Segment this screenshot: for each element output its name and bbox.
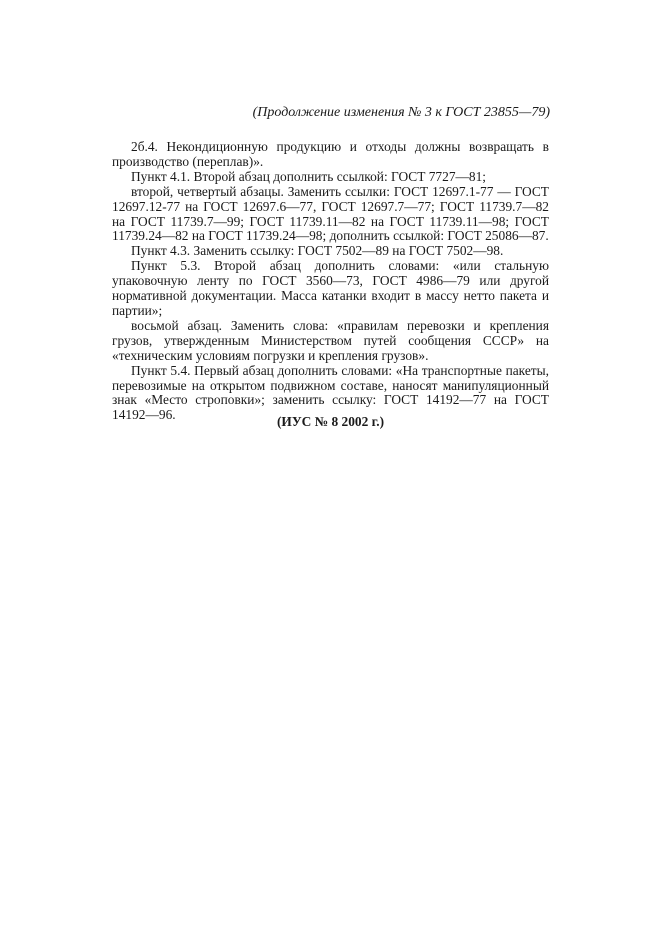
publication-source: (ИУС № 8 2002 г.) [276,414,385,429]
paragraph-clause-4-1-refs: второй, четвертый абзацы. Заменить ссылки: ГОСТ 12697.1-77 — ГОСТ 12697.12-77 на ГОСТ 12697.6—77, ГОСТ 12697.7—77; ГОСТ 11739.7—82 на ГОСТ 11739.7—99; ГОСТ 11739.11—82 на ГОСТ 11739.11—98; ГОСТ 11739.24—82 на ГОСТ 11739.24—98; дополнить ссылкой: ГОСТ 25086—87. [112,183,549,244]
amendment-header: (Продолжение изменения № 3 к ГОСТ 23855—79) [252,105,550,120]
paragraph-clause-5-3: Пункт 5.3. Второй абзац дополнить словами: «или стальную упаковочную ленту по ГОСТ 3560—73, ГОСТ 4986—79 или другой нормативной документации. Масса катанки входит в массу нетто пакета и партии»; [112,258,549,318]
paragraph-clause-4-1: Пункт 4.1. Второй абзац дополнить ссылкой: ГОСТ 7727—81; [131,168,487,184]
paragraph-2b4: 2б.4. Некондиционную продукцию и отходы должны возвращать в производство (переплав)». [112,139,549,169]
amendment-text [112,140,549,423]
paragraph-clause-5-3-eighth: восьмой абзац. Заменить слова: «правилам перевозки и крепления грузов, утвержденным Министерством путей сообщения СССР» на «техническим условиям погрузки и крепления грузов». [112,317,549,363]
paragraph-clause-5-4: Пункт 5.4. Первый абзац дополнить словами: «На транспортные пакеты, перевозимые на открытом подвижном составе, наносят манипуляционный знак «Место строповки»; заменить ссылку: ГОСТ 14192—77 на ГОСТ 14192—96. [112,362,549,423]
paragraph-clause-4-3: Пункт 4.3. Заменить ссылку: ГОСТ 7502—89 на ГОСТ 7502—98. [131,243,504,259]
